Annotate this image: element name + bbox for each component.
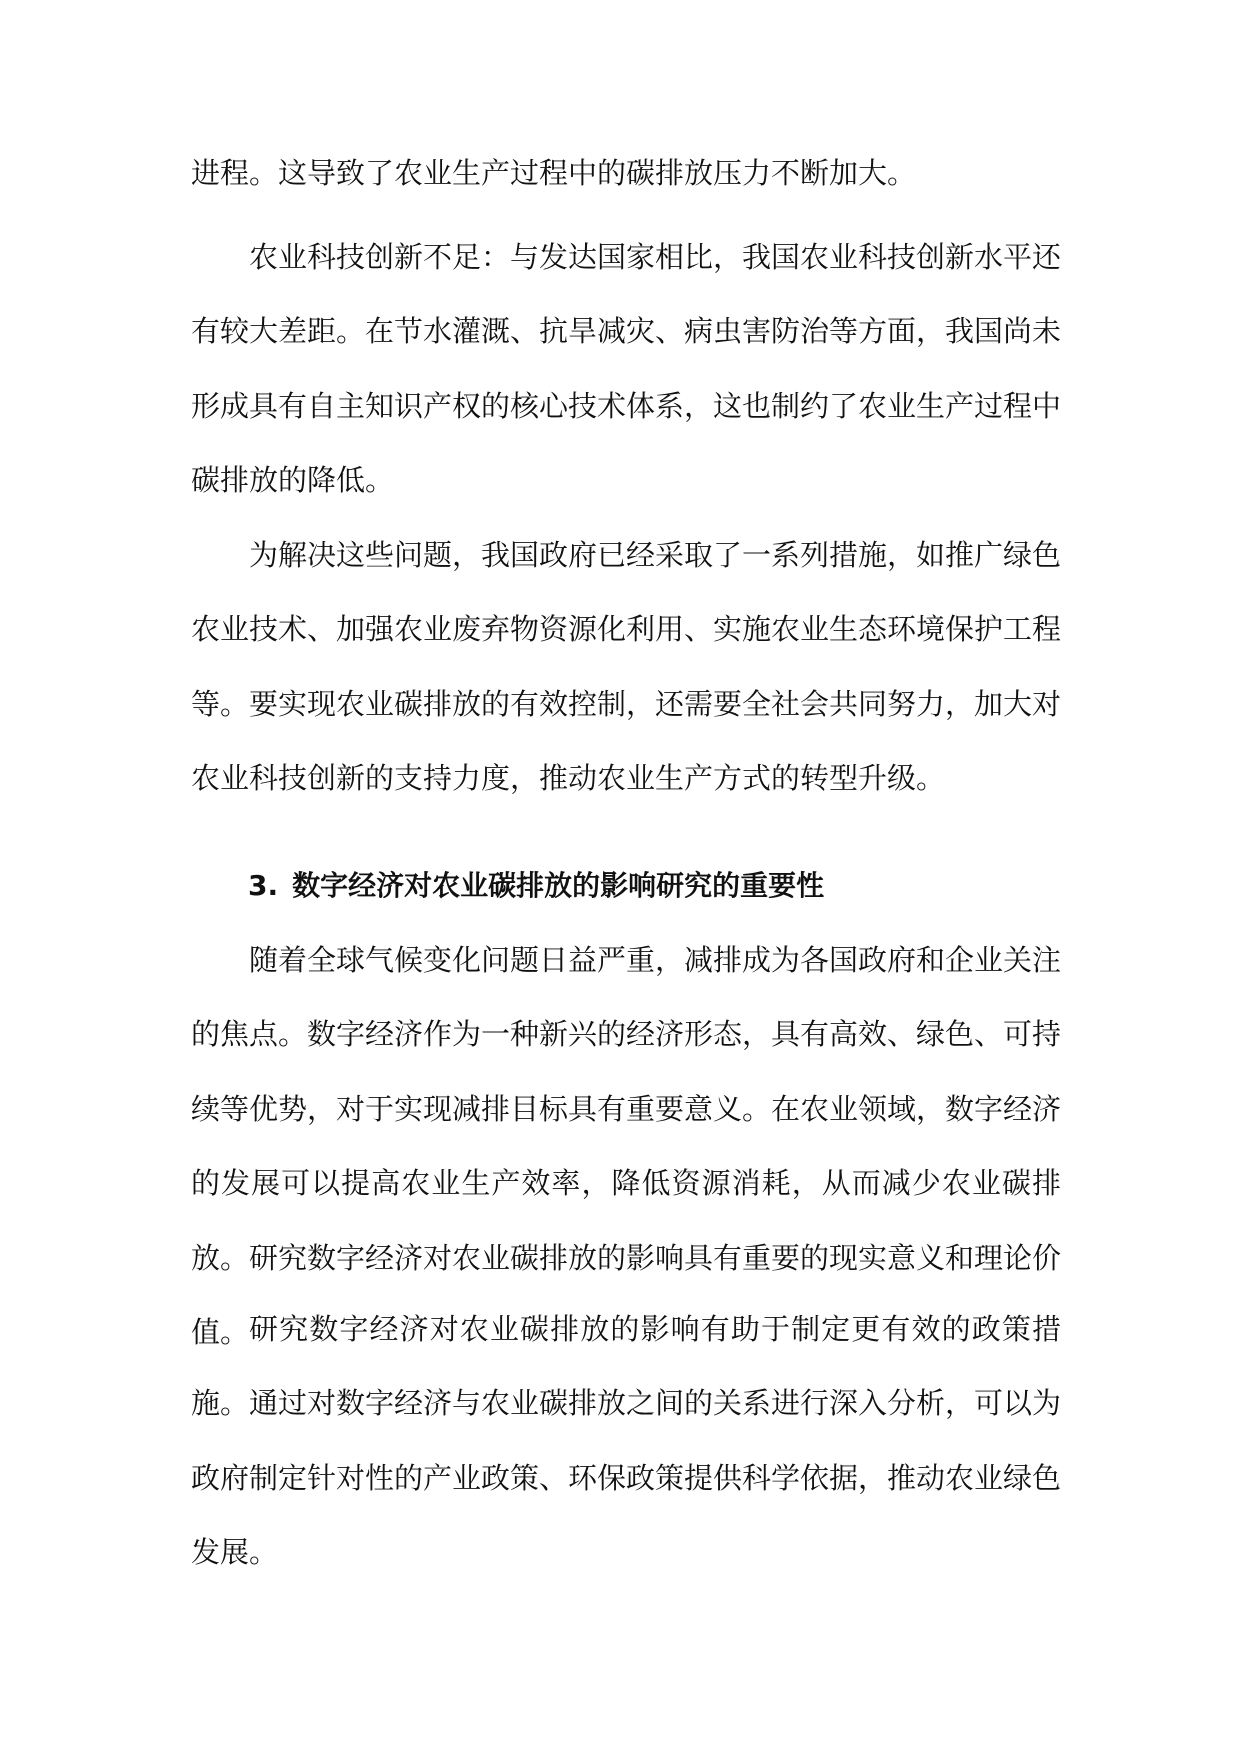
section-heading — [248, 866, 824, 906]
paragraph-tech-innovation: 农业科技创新不足：与发达国家相比，我国农业科技创新水平还有较大差距。在节水灌溉、抗旱减灾、病虫害防治等方面，我国尚未形成具有自主知识产权的核心技术体系，这也制约了农业生产过程中碳排放的降低。 — [191, 240, 1062, 498]
section-number: 3. — [248, 869, 279, 902]
paragraph-continued: 进程。这导致了农业生产过程中的碳排放压力不断加大。 — [191, 156, 917, 190]
section-title: 数字经济对农业碳排放的影响研究的重要性 — [292, 869, 825, 902]
paragraph-government-measures: 为解决这些问题，我国政府已经采取了一系列措施，如推广绿色农业技术、加强农业废弃物资源化利用、实施农业生态环境保护工程等。要实现农业碳排放的有效控制，还需要全社会共同努力，加大对农业科技创新的支持力度，推动农业生产方式的转型升级。 — [191, 538, 1062, 796]
paragraph-policy: 研究数字经济对农业碳排放的影响有助于制定更有效的政策措施。通过对数字经济与农业碳排放之间的关系进行深入分析，可以为政府制定针对性的产业政策、环保政策提供科学依据，推动农业绿色发展。 — [191, 1312, 1062, 1570]
paragraph-importance: 随着全球气候变化问题日益严重，减排成为各国政府和企业关注的焦点。数字经济作为一种新兴的经济形态，具有高效、绿色、可持续等优势，对于实现减排目标具有重要意义。在农业领域，数字经济的发展可以提高农业生产效率，降低资源消耗，从而减少农业碳排放。研究数字经济对农业碳排放的影响具有重要的现实意义和理论价值。 — [191, 943, 1062, 1350]
